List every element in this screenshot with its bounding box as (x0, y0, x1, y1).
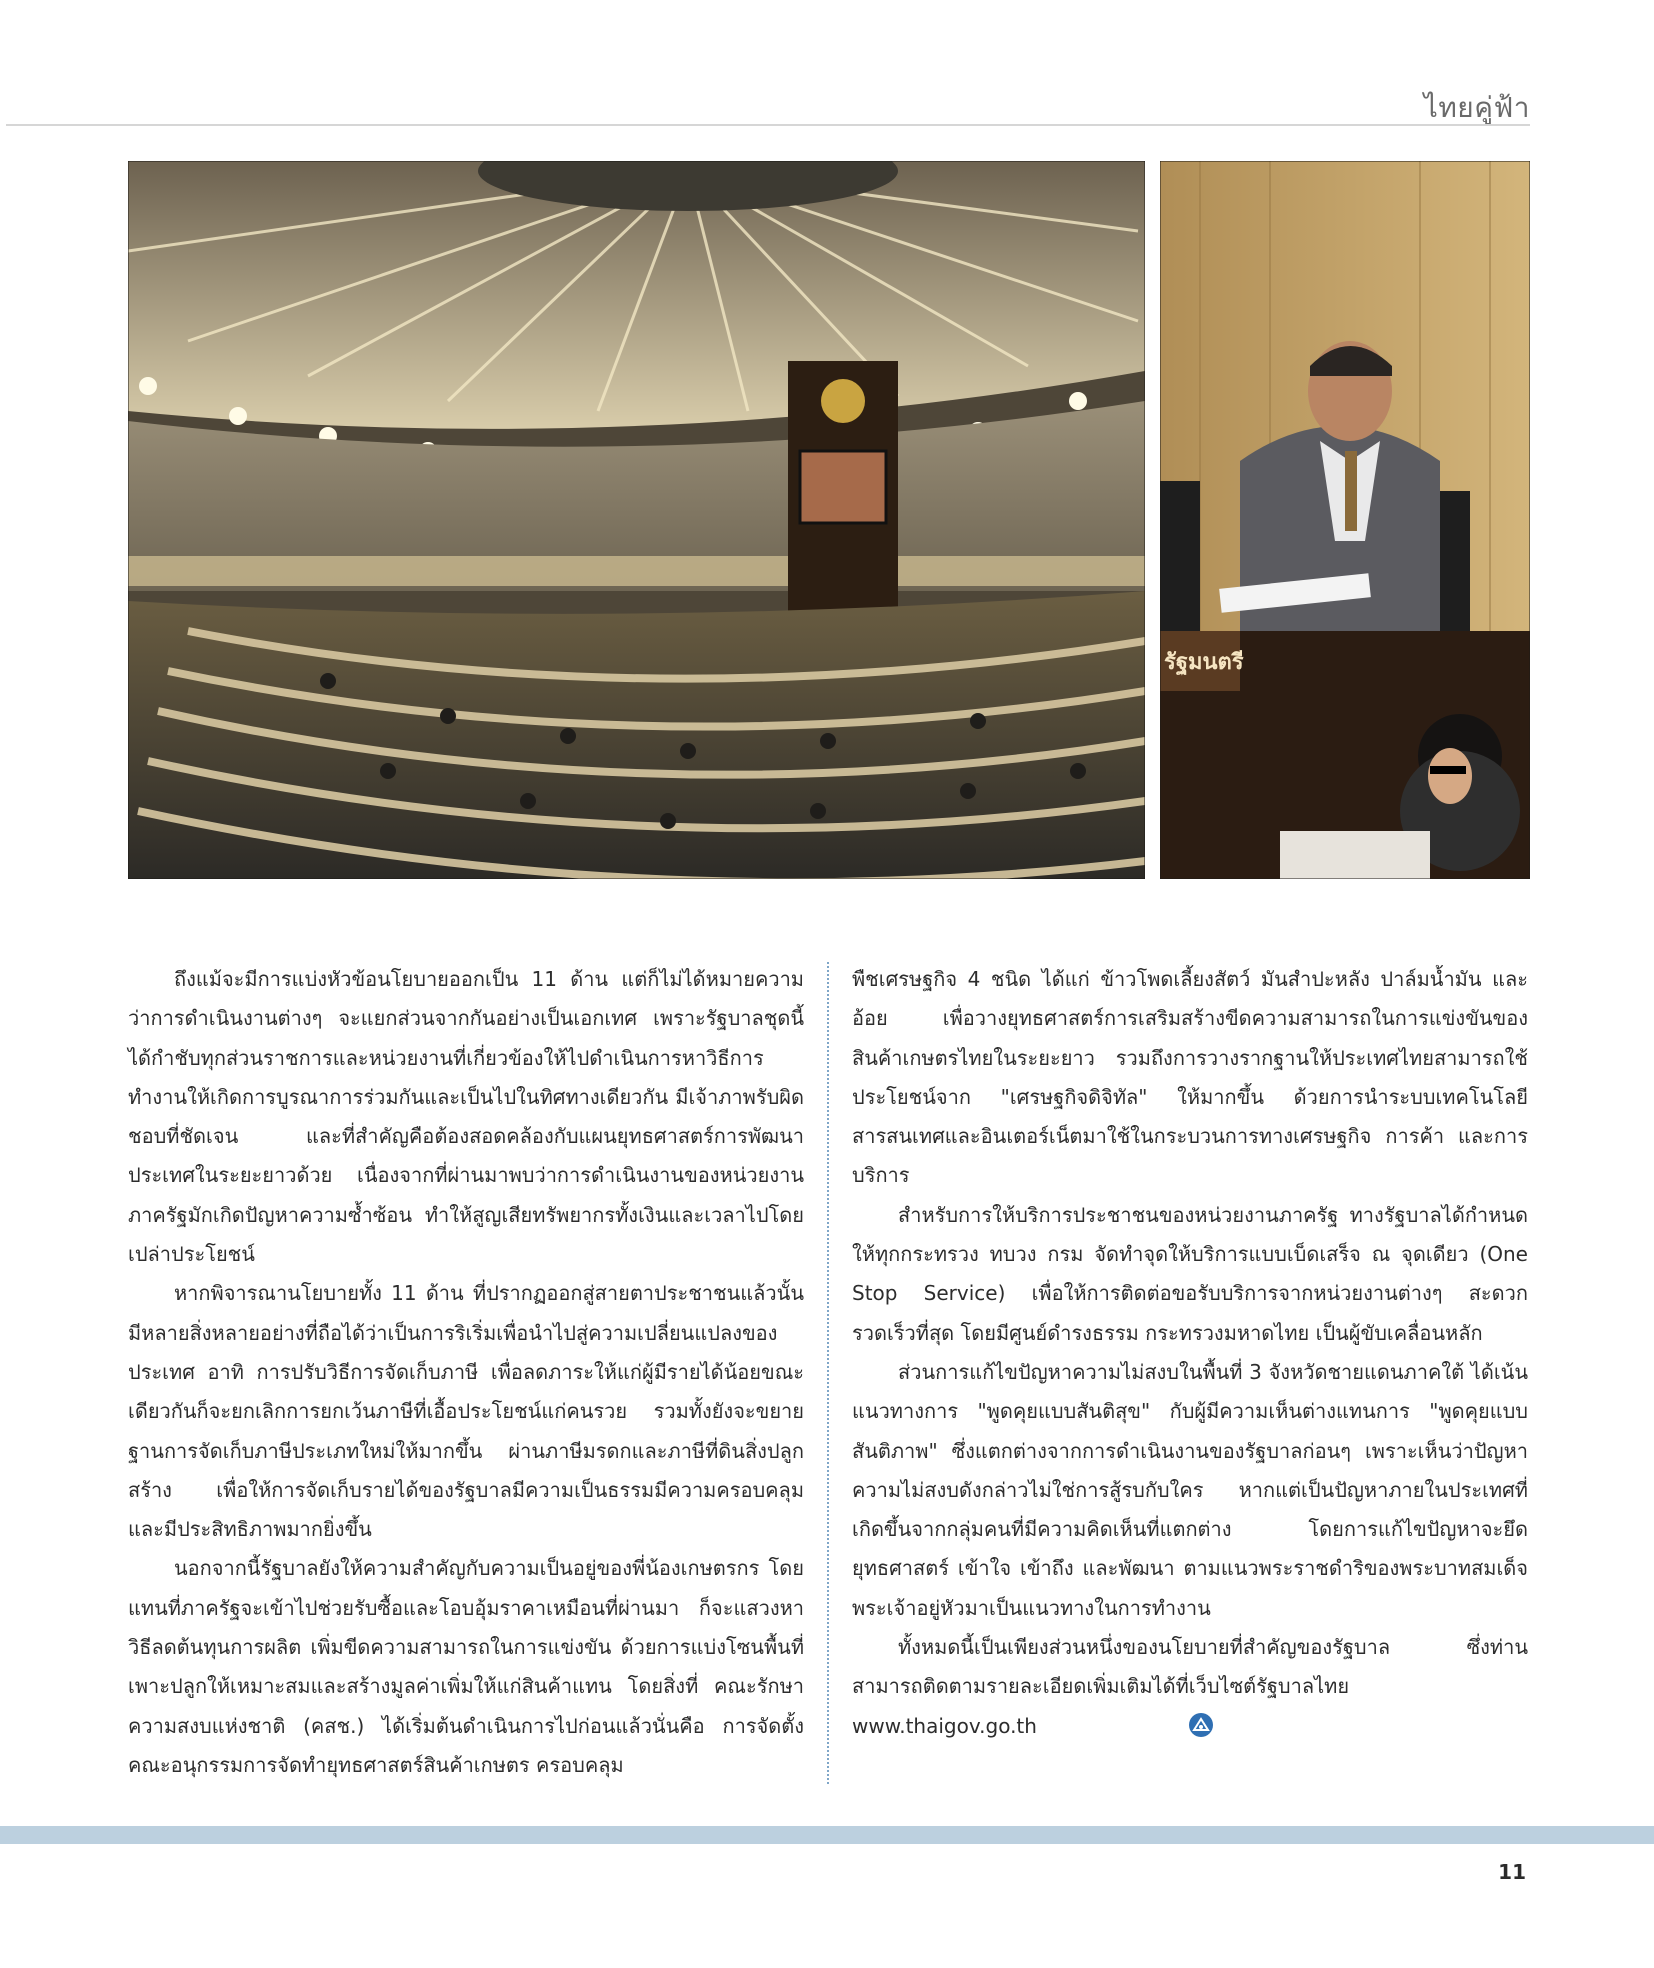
column-divider (827, 962, 829, 1784)
page-number: 11 (1498, 1860, 1526, 1884)
parliament-chamber-photo (128, 161, 1145, 879)
paragraph: ส่วนการแก้ไขปัญหาความไม่สงบในพื้นที่ 3 จังหวัดชายแดนภาคใต้ ได้เน้นแนวทางการ "พูดคุยแบบสันติสุข" กับผู้มีความเห็นต่างแทนการ "พูดคุยแบบสันติภาพ" ซึ่งแตกต่างจากการดำเนินงานของรัฐบาลก่อนๆ เพราะเห็นว่าปัญหาความไม่สงบดังกล่าวไม่ใช่การสู้รบกับใคร หากแต่เป็นปัญหาภายในประเทศที่เกิดขึ้นจากกลุ่มคนที่มีความคิดเห็นที่แตกต่าง โดยการแก้ไขปัญหาจะยึดยุทธศาสตร์ เข้าใจ เข้าถึง และพัฒนา ตามแนวพระราชดำริของพระบาทสมเด็จพระเจ้าอยู่หัวมาเป็นแนวทางในการทำงาน (852, 1359, 1528, 1620)
paragraph: หากพิจารณานโยบายทั้ง 11 ด้าน ที่ปรากฏออกสู่สายตาประชาชนแล้วนั้น มีหลายสิ่งหลายอย่างที่ถือได้ว่าเป็นการริเริ่มเพื่อนำไปสู่ความเปลี่ยนแปลงของประเทศ อาทิ การปรับวิธีการจัดเก็บภาษี เพื่อลดภาระให้แก่ผู้มีรายได้น้อยขณะเดียวกันก็จะยกเลิกการยกเว้นภาษีที่เอื้อประโยชน์แก่คนรวย รวมทั้งยังจะขยายฐานการจัดเก็บภาษีประเภทใหม่ให้มากขึ้น ผ่านภาษีมรดกและภาษีที่ดินสิ่งปลูกสร้าง เพื่อให้การจัดเก็บรายได้ของรัฐบาลมีความเป็นธรรมมีความครอบคลุม และมีประสิทธิภาพมากยิ่งขึ้น (128, 1281, 804, 1542)
paragraph: ถึงแม้จะมีการแบ่งหัวข้อนโยบายออกเป็น 11 ด้าน แต่ก็ไม่ได้หมายความว่าการดำเนินงานต่างๆ จะแยกส่วนจากกันอย่างเป็นเอกเทศ เพราะรัฐบาลชุดนี้ได้กำชับทุกส่วนราชการและหน่วยงานที่เกี่ยวข้องให้ไปดำเนินการหาวิธีการทำงานให้เกิดการบูรณาการร่วมกันและเป็นไปในทิศทางเดียวกัน มีเจ้าภาพรับผิดชอบที่ชัดเจน และที่สำคัญคือต้องสอดคล้องกับแผนยุทธศาสตร์การพัฒนาประเทศในระยะยาวด้วย เนื่องจากที่ผ่านมาพบว่าการดำเนินงานของหน่วยงานภาครัฐมักเกิดปัญหาความซ้ำซ้อน ทำให้สูญเสียทรัพยากรทั้งเงินและเวลาไปโดยเปล่าประโยชน์ (128, 967, 804, 1267)
article-column-left (128, 960, 804, 1785)
article-column-right (852, 960, 1528, 1746)
header-rule (6, 124, 1530, 126)
paragraph: ทั้งหมดนี้เป็นเพียงส่วนหนึ่งของนโยบายที่สำคัญของรัฐบาล ซึ่งท่านสามารถติดตามรายละเอียดเพิ่มเติมได้ที่เว็บไซต์รัฐบาลไทย www.thaigov.go.th (852, 1635, 1528, 1738)
paragraph: พืชเศรษฐกิจ 4 ชนิด ได้แก่ ข้าวโพดเลี้ยงสัตว์ มันสำปะหลัง ปาล์มน้ำมัน และอ้อย เพื่อวางยุทธศาสตร์การเสริมสร้างขีดความสามารถในการแข่งขันของสินค้าเกษตรไทยในระยะยาว รวมถึงการวางรากฐานให้ประเทศไทยสามารถใช้ประโยชน์จาก "เศรษฐกิจดิจิทัล" ให้มากขึ้น ด้วยการนำระบบเทคโนโลยีสารสนเทศและอินเตอร์เน็ตมาใช้ในกระบวนการทางเศรษฐกิจ การค้า และการบริการ (852, 967, 1528, 1188)
paragraph: สำหรับการให้บริการประชาชนของหน่วยงานภาครัฐ ทางรัฐบาลได้กำหนดให้ทุกกระทรวง ทบวง กรม จัดทำจุดให้บริการแบบเบ็ดเสร็จ ณ จุดเดียว (One Stop Service) เพื่อให้การติดต่อขอรับบริการจากหน่วยงานต่างๆ สะดวกรวดเร็วที่สุด โดยมีศูนย์ดำรงธรรม กระทรวงมหาดไทย เป็นผู้ขับเคลื่อนหลัก (852, 1202, 1528, 1345)
paragraph: นอกจากนี้รัฐบาลยังให้ความสำคัญกับความเป็นอยู่ของพี่น้องเกษตรกร โดยแทนที่ภาครัฐจะเข้าไปช่วยรับซื้อและโอบอุ้มราคาเหมือนที่ผ่านมา ก็จะแสวงหาวิธีลดต้นทุนการผลิต เพิ่มขีดความสามารถในการแข่งขัน ด้วยการแบ่งโซนพื้นที่เพาะปลูกให้เหมาะสมและสร้างมูลค่าเพิ่มให้แก่สินค้าแทน โดยสิ่งที่ คณะรักษาความสงบแห่งชาติ (คสช.) ได้เริ่มต้นดำเนินการไปก่อนแล้วนั่นคือ การจัดตั้งคณะอนุกรรมการจัดทำยุทธศาสตร์สินค้าเกษตร ครอบคลุม (128, 1556, 804, 1777)
footer-band (0, 1826, 1654, 1844)
speaker-podium-photo (1160, 161, 1530, 879)
podium-sign-text: รัฐมนตรี (1164, 650, 1244, 675)
thaikufah-logo-icon (1188, 1712, 1214, 1738)
header-title: ไทยคู่ฟ้า (1423, 91, 1530, 124)
